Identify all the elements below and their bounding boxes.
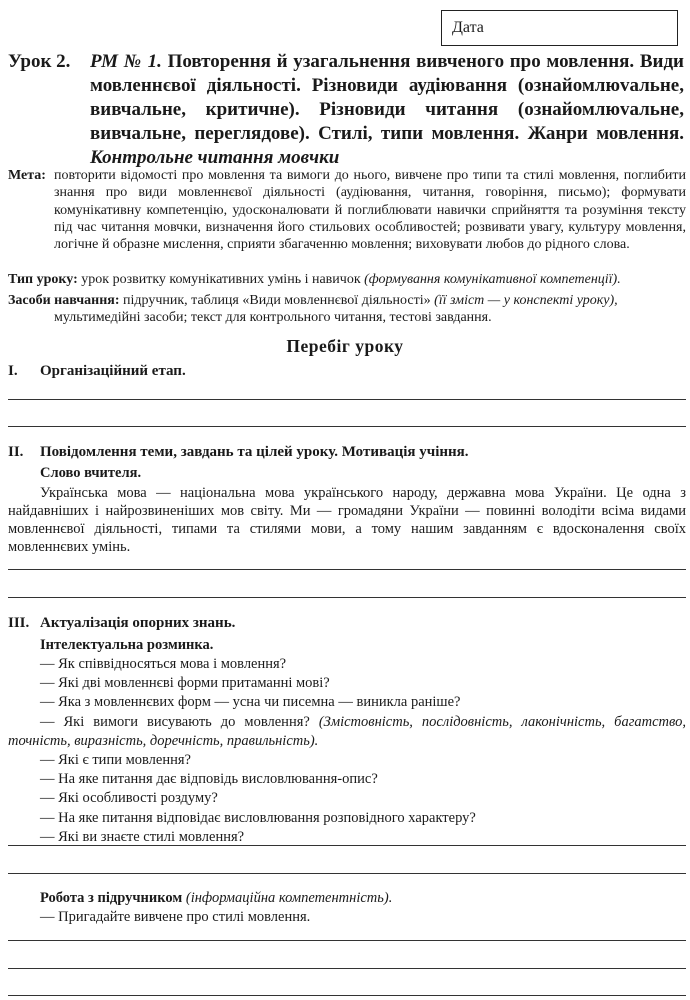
answer-line[interactable] (8, 597, 686, 598)
list-item: — На яке питання дає відповідь висловлювання-опис? (40, 771, 378, 788)
list-item: — Які є типи мовлення? (40, 752, 191, 769)
section-2-number: II. (8, 444, 24, 460)
list-item: — На яке питання відповідає висловлювання розповідного характеру? (40, 809, 476, 826)
list-item: — Які особливості роздуму? (40, 790, 218, 807)
warmup-questions (8, 655, 686, 847)
means-text-1: підручник, таблиця «Види мовленнєвої діяльності» (123, 293, 431, 308)
textbook-task: — Пригадайте вивчене про стилі мовлення. (40, 909, 311, 925)
section-3-title: Актуалізація опорних знань. (40, 615, 236, 631)
textbook-label: Робота з підручником (40, 890, 183, 906)
means-text-2: мультимедійні засоби; текст для контрольного читання, тестові завдання. (54, 310, 492, 326)
means-italic: (її зміст — у конспекті уроку), (434, 293, 618, 308)
lesson-title-italic: Контрольне читання мовчки (90, 147, 340, 168)
type-label: Тип уроку: (8, 272, 78, 287)
textbook-italic: (інформаційна компетентність). (185, 890, 393, 906)
list-item: — Як співвідносяться мова і мовлення? (40, 656, 287, 672)
section-1-heading (8, 362, 686, 380)
lesson-title (8, 50, 684, 170)
section-1-title: Організаційний етап. (40, 363, 186, 379)
lesson-type (8, 271, 686, 288)
question-answer-italic: (Змістовність, послідовність, лаконічність, багатство, точність, виразність, доречність, правильність). (8, 713, 686, 749)
warmup-label: Інтелектуальна розминка. (40, 637, 214, 653)
section-3-number: III. (8, 615, 30, 631)
textbook-work (8, 889, 686, 907)
answer-line[interactable] (8, 995, 686, 996)
date-label: Дата (452, 19, 484, 36)
teacher-word-label: Слово вчителя. (40, 465, 142, 481)
teaching-means (8, 292, 686, 327)
type-text: урок розвитку комунікативних умінь і навичок (81, 272, 361, 287)
answer-line[interactable] (8, 845, 686, 846)
section-2-title: Повідомлення теми, завдань та цілей уроку. Мотивація учіння. (40, 444, 469, 460)
section-2-heading (8, 443, 686, 461)
section-1-number: I. (8, 363, 18, 379)
rm-number: РМ № 1. (90, 51, 162, 72)
list-item: — Яка з мовленнєвих форм — усна чи писемна — виникла раніше? (40, 694, 461, 711)
answer-line[interactable] (8, 426, 686, 427)
teacher-word-paragraph: Українська мова — національна мова українського народу, державна мова України. Це одна з найдавніших і найрозвиненіших мов світу. Ми — громадяни України — повинні володіти всіма видами мовленнєвої діяльності, типами та стилями мови, а тому нашим завданням є вдосконалення своїх мовленнєвих умінь. (8, 485, 686, 555)
lesson-title-main: Повторення й узагальнення вивченого про мовлення. Види мовленнєвої діяльності. Різновиди аудіювання (ознайомлюvальне, вивчальне, критичне). Різновиди читання (ознайомлюvальне, вивчальне, переглядове). Стилі, типи мовлення. Жанри мовлення. (90, 51, 685, 144)
type-italic: (формування комунікативної компетенції). (364, 272, 621, 287)
answer-line[interactable] (8, 873, 686, 874)
answer-line[interactable] (8, 399, 686, 400)
section-3-heading (8, 614, 686, 632)
course-heading: Перебіг уроку (286, 336, 404, 356)
lesson-number: Урок 2. (8, 51, 71, 72)
goal-label: Мета: (8, 168, 46, 183)
list-item (8, 713, 686, 751)
means-label: Засоби навчання: (8, 293, 120, 308)
list-item: — Які ви знаєте стилі мовлення? (40, 828, 245, 845)
list-item: — Які дві мовленнєві форми притаманні мові? (40, 675, 330, 692)
answer-line[interactable] (8, 968, 686, 969)
goal-text: повторити відомості про мовлення та вимоги до нього, вивчене про типи та стилі мовлення, поглибити знання про види мовленнєвої діяльності (аудіювання, читання, говоріння, письмо); формувати комунікативну компетенцію, удосконалювати й поглиблювати навички сприйняття та розуміння тексту під час читання мовчки, визначення його стильових особливостей; розвивати увагу, культуру мовлення, логічне й образне мислення, сприяти збагаченню мовлення; виховувати любов до рідного слова. (54, 168, 686, 253)
date-field[interactable] (441, 10, 678, 46)
goal-block (8, 167, 686, 253)
answer-line[interactable] (8, 569, 686, 570)
question-text: — Які вимоги висувають до мовлення? (40, 713, 310, 730)
answer-line[interactable] (8, 940, 686, 941)
